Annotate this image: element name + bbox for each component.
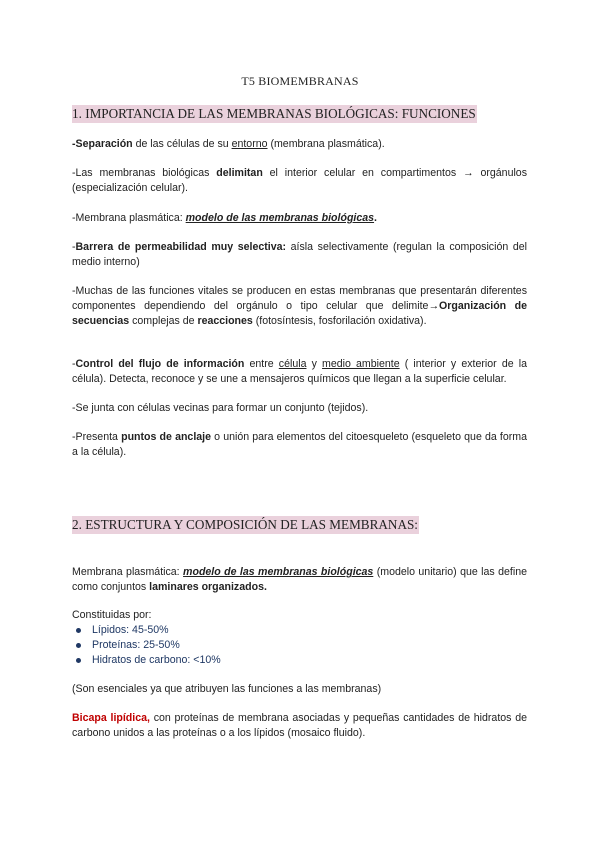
section-1-heading-text: 1. IMPORTANCIA DE LAS MEMBRANAS BIOLÓGICAS: FUNCIONES: [72, 106, 476, 121]
term-bicapa-lipidica: Bicapa lipídica,: [72, 712, 150, 724]
term-medio-ambiente: medio ambiente: [322, 358, 400, 370]
paragraph-barrera: -Barrera de permeabilidad muy selectiva: aísla selectivamente (regulan la composición del medio interno): [72, 241, 528, 268]
paragraph-bicapa: Bicapa lipídica, con proteínas de membrana asociadas y pequeñas cantidades de hidratos de carbono unidos a las proteínas o a los lípidos (mosaico fluido).: [72, 712, 527, 739]
term-separacion: -Separación: [72, 138, 133, 150]
term-control-flujo: Control del flujo de información: [75, 358, 245, 370]
constituidas-label: Constituidas por:: [72, 609, 152, 621]
document-title: T5 BIOMEMBRANAS: [241, 74, 359, 88]
term-celula: célula: [278, 358, 307, 370]
term-entorno: entorno: [231, 138, 268, 150]
paragraph-anclaje: -Presenta puntos de anclaje o unión para elementos del citoesqueleto (esqueleto que da forma a la célula).: [72, 431, 528, 458]
paragraph-membrana-plasmatica: -Membrana plasmática: modelo de las membranas biológicas.: [72, 212, 377, 224]
paragraph-control-flujo: -Control del flujo de información entre célula y medio ambiente ( interior y exterior de la célula). Detecta, reconoce y se une a mensajeros químicos que llegan a la superficie celular.: [72, 358, 527, 385]
bullet-icon: [76, 628, 81, 633]
term-puntos-anclaje: puntos de anclaje: [121, 431, 211, 443]
list-item: Proteínas: 25-50%: [72, 638, 221, 653]
paragraph-delimitan: -Las membranas biológicas delimitan el interior celular en compartimentos → orgánulos (especialización celular).: [72, 167, 527, 194]
term-laminares: laminares organizados.: [149, 581, 267, 593]
term-barrera: Barrera de permeabilidad muy selectiva:: [75, 241, 287, 253]
composition-list: [72, 623, 221, 668]
paragraph-funciones-vitales: -Muchas de las funciones vitales se producen en estas membranas que presentarán diferentes componentes dependiendo del orgánulo o tipo celular que delimite→Organización de secuencias complejas de reacciones (fotosíntesis, fosforilación oxidativa).: [72, 285, 527, 327]
term-delimitan: delimitan: [216, 167, 263, 179]
list-item: Lípidos: 45-50%: [72, 623, 221, 638]
section-2-heading-text: 2. ESTRUCTURA Y COMPOSICIÓN DE LAS MEMBRANAS:: [72, 517, 418, 532]
bullet-icon: [76, 643, 81, 648]
term-organizacion: Organización de secuencias: [72, 300, 527, 327]
paragraph-separacion: -Separación de las células de su entorno (membrana plasmática).: [72, 138, 385, 150]
section-2-heading: [72, 517, 419, 533]
term-modelo-membranas: modelo de las membranas biológicas: [185, 212, 375, 224]
term-modelo-membranas-2: modelo de las membranas biológicas: [183, 566, 374, 578]
paragraph-modelo-unitario: Membrana plasmática: modelo de las membranas biológicas (modelo unitario) que las define como conjuntos laminares organizados.: [72, 566, 527, 593]
term-reacciones: reacciones: [197, 315, 253, 327]
section-1-heading: [72, 106, 477, 122]
paragraph-tejidos: -Se junta con células vecinas para formar un conjunto (tejidos).: [72, 402, 369, 414]
list-item: Hidratos de carbono: <10%: [72, 653, 221, 668]
bullet-icon: [76, 658, 81, 663]
paragraph-esenciales: (Son esenciales ya que atribuyen las funciones a las membranas): [72, 683, 382, 695]
